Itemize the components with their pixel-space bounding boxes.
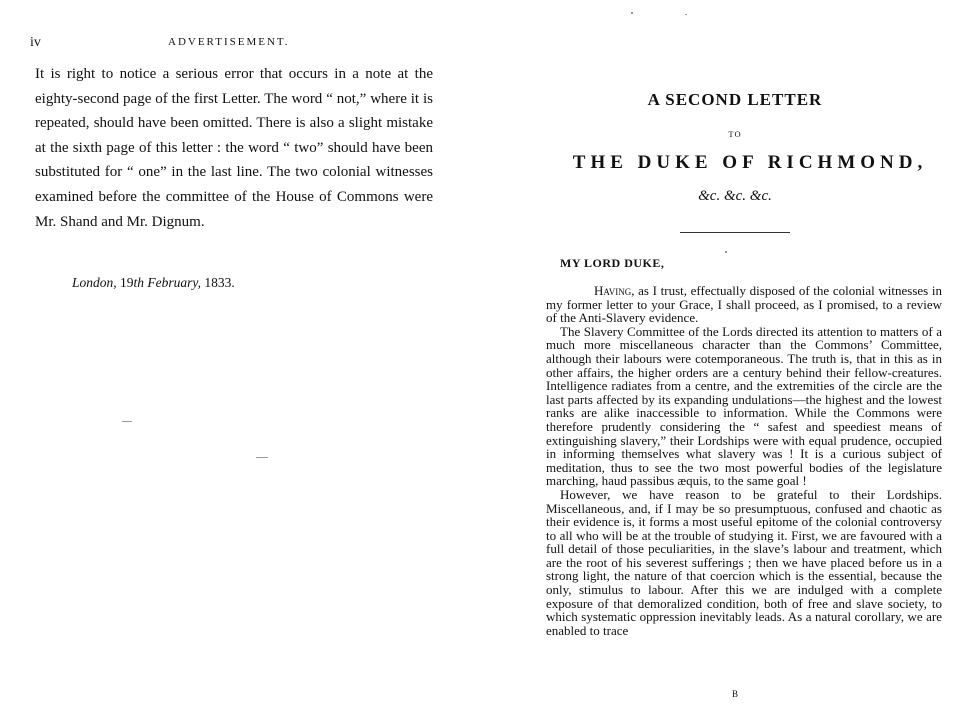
title-rule — [680, 232, 790, 233]
title-line-1: A SECOND LETTER — [647, 90, 823, 109]
letter-body — [546, 284, 942, 637]
scan-speck — [685, 14, 687, 15]
signature-mark: B — [731, 689, 738, 699]
advertisement-text: It is right to notice a serious error that occurs in a note at the eighty-second page of the first Letter. The word “ not,” where it is repeated, should have been omitted. There is also a slight mistake at the sixth page of this letter : the word “ two” should have been substituted for “ one” in the last line. The two colonial witnesses examined before the committee of the House of Commons were Mr. Shand and Mr. Dignum. — [35, 66, 433, 230]
signoff-day-suffix: th — [133, 275, 145, 290]
paragraph-1-rest: as I trust, effectually disposed of the colonial witnesses in my former letter to your Grace, I shall proceed, as I promised, to a review of the Anti-Slavery evidence. — [546, 283, 942, 326]
title-to: TO — [728, 129, 742, 139]
scan-speck — [725, 251, 727, 253]
scan-speck — [256, 457, 268, 458]
paragraph-3: However, we have reason to be grateful to their Lordships. Miscellaneous, and, if I may be so presumptuous, confused and chaotic as their evidence is, it forms a most useful epitome of the colonial controversy to all who will be at the trouble of studying it. First, we are favoured with a full detail of those peculiarities, in the slave’s labour and treatment, which are the root of his severest sufferings ; then we have placed before us in a strong light, the nature of that coercion which is the essential, because the only, stimulus to labour. After this we are indulged with a complete exposure of that demoralized condition, both of free and slave society, to which systematic oppression inevitably leads. As a natural corollary, we are enabled to trace — [546, 486, 942, 638]
paragraph-1 — [546, 284, 942, 325]
signoff-year: 1833. — [204, 275, 235, 290]
paragraph-2: The Slavery Committee of the Lords directed its attention to matters of a much more miscellaneous character than the Commons’ Committee, although their labours were cotemporaneous. The truth is, that in this as in other affairs, the higher orders are a century behind their fellow-creatures. Intelligence radiates from a centre, and the extremities of the circle are the last parts affected by its expanding undulations—the highest and the lowest ranks are alike inaccessible to information. While the Commons were therefore prudently considering the “ safest and speediest means of extinguishing slavery,” their Lordships were with equal prudence, occupied in informing themselves what slavery was ! It is a curious subject of meditation, thus to see the two most powerful bodies of the legislature marching, haud passibus æquis, to the same goal ! — [546, 323, 942, 489]
running-head: ADVERTISEMENT. — [168, 36, 290, 48]
signoff-month: February, — [144, 275, 205, 290]
page-number: iv — [30, 35, 41, 50]
date-signoff — [72, 275, 235, 291]
right-page — [490, 0, 980, 723]
salutation: MY LORD DUKE, — [560, 256, 665, 270]
signoff-place: London, — [72, 275, 121, 290]
paragraph-1-lead: Having, — [594, 283, 635, 298]
title-line-2: THE DUKE OF RICHMOND, — [572, 152, 928, 173]
signoff-day: 19 — [120, 275, 134, 290]
scan-speck — [631, 12, 633, 14]
scan-speck — [122, 421, 132, 422]
title-line-3: &c. &c. &c. — [698, 188, 772, 204]
